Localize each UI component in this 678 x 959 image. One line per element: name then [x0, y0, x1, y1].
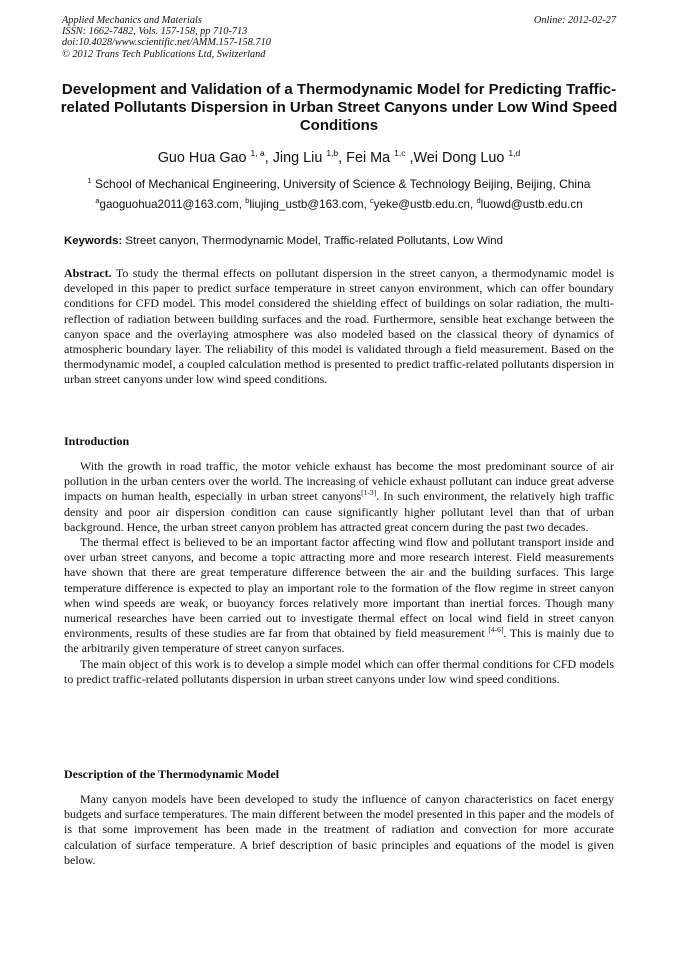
issn-line: ISSN: 1662-7482, Vols. 157-158, pp 710-713 — [62, 26, 248, 38]
keywords-label: Keywords: — [64, 235, 123, 247]
section-heading-description: Description of the Thermodynamic Model — [64, 767, 280, 781]
author-list — [50, 149, 628, 167]
section-heading-introduction: Introduction — [64, 434, 130, 448]
abstract — [64, 266, 614, 388]
author: Wei Dong Luo $^{1,d}$ — [413, 148, 521, 166]
journal-name: Applied Mechanics and Materials — [62, 15, 202, 26]
email[interactable]: $^b$liujing_ustb@163.com — [245, 196, 364, 211]
keywords-text: Street canyon, Thermodynamic Model, Traffic-related Pollutants, Low Wind — [125, 235, 503, 247]
copyright-line: © 2012 Trans Tech Publications Ltd, Switzerland — [62, 48, 266, 60]
paragraph: The thermal effect is believed to be an important factor affecting wind flow and pollutant transport inside and over urban street canyons, and become a topic attracting more and more research interest. Field measurements have shown that there are great temperature difference between the air and the building surfaces. This large temperature difference is expected to play an important role to the formation of the flow regime in street canyon when wind speeds are weak, or buoyancy forces relatively more important than inertial forces. Though many numerical researches have been carried out to investigate thermal effect on local wind field in street canyon environments, results of these studies are far from that obtained by field measurement [4-6]. This is mainly due to the arbitrarily given temperature of street canyon surfaces. — [64, 535, 614, 656]
paragraph: Many canyon models have been developed to study the influence of canyon characteristics on facet energy budgets and surface temperatures. The main different between the model presented in this paper and the models of is that some improvement has been made in the treatment of radiation and convection for more accurate calculation of surface temperature. A brief description of basic principles and equations of the model is given below. — [64, 792, 614, 867]
journal-header — [62, 15, 271, 60]
doi-line[interactable]: doi:10.4028/www.scientific.net/AMM.157-158.710 — [62, 37, 271, 49]
online-date: Online: 2012-02-27 — [533, 15, 616, 26]
abstract-label: Abstract. — [64, 266, 112, 280]
citation[interactable]: [4-6] — [488, 625, 504, 635]
affiliation: $^1$ School of Mechanical Engineering, University of Science & Technology Beijing, Beijing, China — [87, 176, 591, 191]
introduction-body — [64, 459, 614, 687]
keywords — [64, 234, 624, 248]
paper-title: Development and Validation of a Thermodynamic Model for Predicting Traffic-related Pollutants Dispersion in Urban Street Canyons under Low Wind Speed Conditions — [60, 81, 618, 134]
email-list: $^a$gaoguohua2011@163.com, $^b$liujing_ustb@163.com, $^c$yeke@ustb.edu.cn, $^d$luowd@ustb.edu.cn — [95, 196, 583, 211]
email[interactable]: $^c$yeke@ustb.edu.cn — [370, 196, 471, 211]
description-body — [64, 792, 614, 868]
paragraph: With the growth in road traffic, the motor vehicle exhaust has become the most predominant source of air pollution in the urban centers over the world. The increasing of vehicle exhaust pollutant can induce great adverse impacts on human health, especially in urban street canyons[1-3]. In such environment, the relatively high traffic density and poor air dispersion condition can cause significantly higher pollutant level than that of urban background. Hence, the urban street canyon problem has attracted great concern during the past two decades. — [64, 459, 614, 534]
author: Jing Liu $^{1,b}$, — [272, 148, 347, 166]
author: Fei Ma $^{1,c}$ , — [346, 148, 414, 166]
abstract-text: To study the thermal effects on pollutant dispersion in the street canyon, a thermodynamic model is developed in this paper to predict surface temperature in street canyon environment, which can offer boundary conditions for CFD model. This model considered the shielding effect of buildings on solar radiation, the multi-reflection of radiation between building surfaces and the road. Furthermore, sensible heat exchange between the canyon space and the overlaying atmosphere was also modeled based on the classical theory of dynamics of atmospheric boundary layer. The reliability of this model is validated through a field measurement. Based on the thermodynamic model, a coupled calculation method is presented to predict traffic-related pollutants dispersion in urban street canyons under low wind speed conditions. — [64, 266, 614, 387]
citation[interactable]: [1-3] — [361, 488, 377, 498]
email[interactable]: $^a$gaoguohua2011@163.com — [95, 196, 239, 211]
email[interactable]: $^d$luowd@ustb.edu.cn — [476, 196, 583, 211]
author: Guo Hua Gao $^{1, a}$, — [157, 148, 273, 166]
paragraph: The main object of this work is to develop a simple model which can offer thermal conditions for CFD models to predict traffic-related pollutants dispersion in urban street canyons under low wind speed conditions. — [64, 656, 614, 686]
